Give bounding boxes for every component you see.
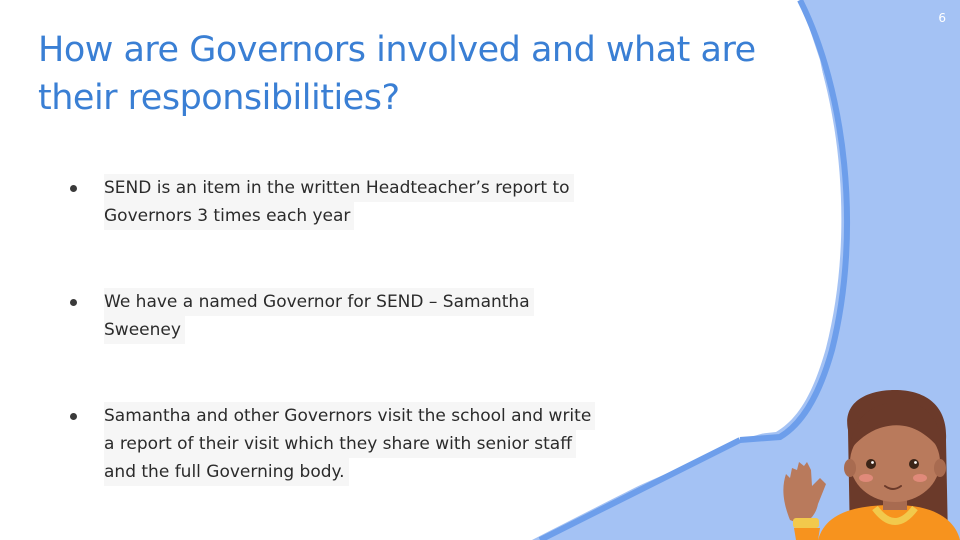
bullet-text <box>104 174 574 230</box>
bullet-line: Samantha and other Governors visit the school and write <box>104 402 595 430</box>
bullet-dot-icon <box>70 185 77 192</box>
bullet-line: and the full Governing body. <box>104 458 349 486</box>
slide-title-line: How are Governors involved and what are <box>38 30 756 70</box>
bullet-text <box>104 288 534 344</box>
slide-number: 6 <box>938 11 946 25</box>
bullet-line: SEND is an item in the written Headteacher’s report to <box>104 174 574 202</box>
bullet-dot-icon <box>70 413 77 420</box>
slide-title-line: their responsibilities? <box>38 78 400 118</box>
bullet-line: Sweeney <box>104 316 185 344</box>
bullet-line: a report of their visit which they share with senior staff <box>104 430 576 458</box>
bullet-line: Governors 3 times each year <box>104 202 354 230</box>
bullet-text <box>104 402 595 486</box>
bullet-line: We have a named Governor for SEND – Samantha <box>104 288 534 316</box>
bullet-dot-icon <box>70 299 77 306</box>
